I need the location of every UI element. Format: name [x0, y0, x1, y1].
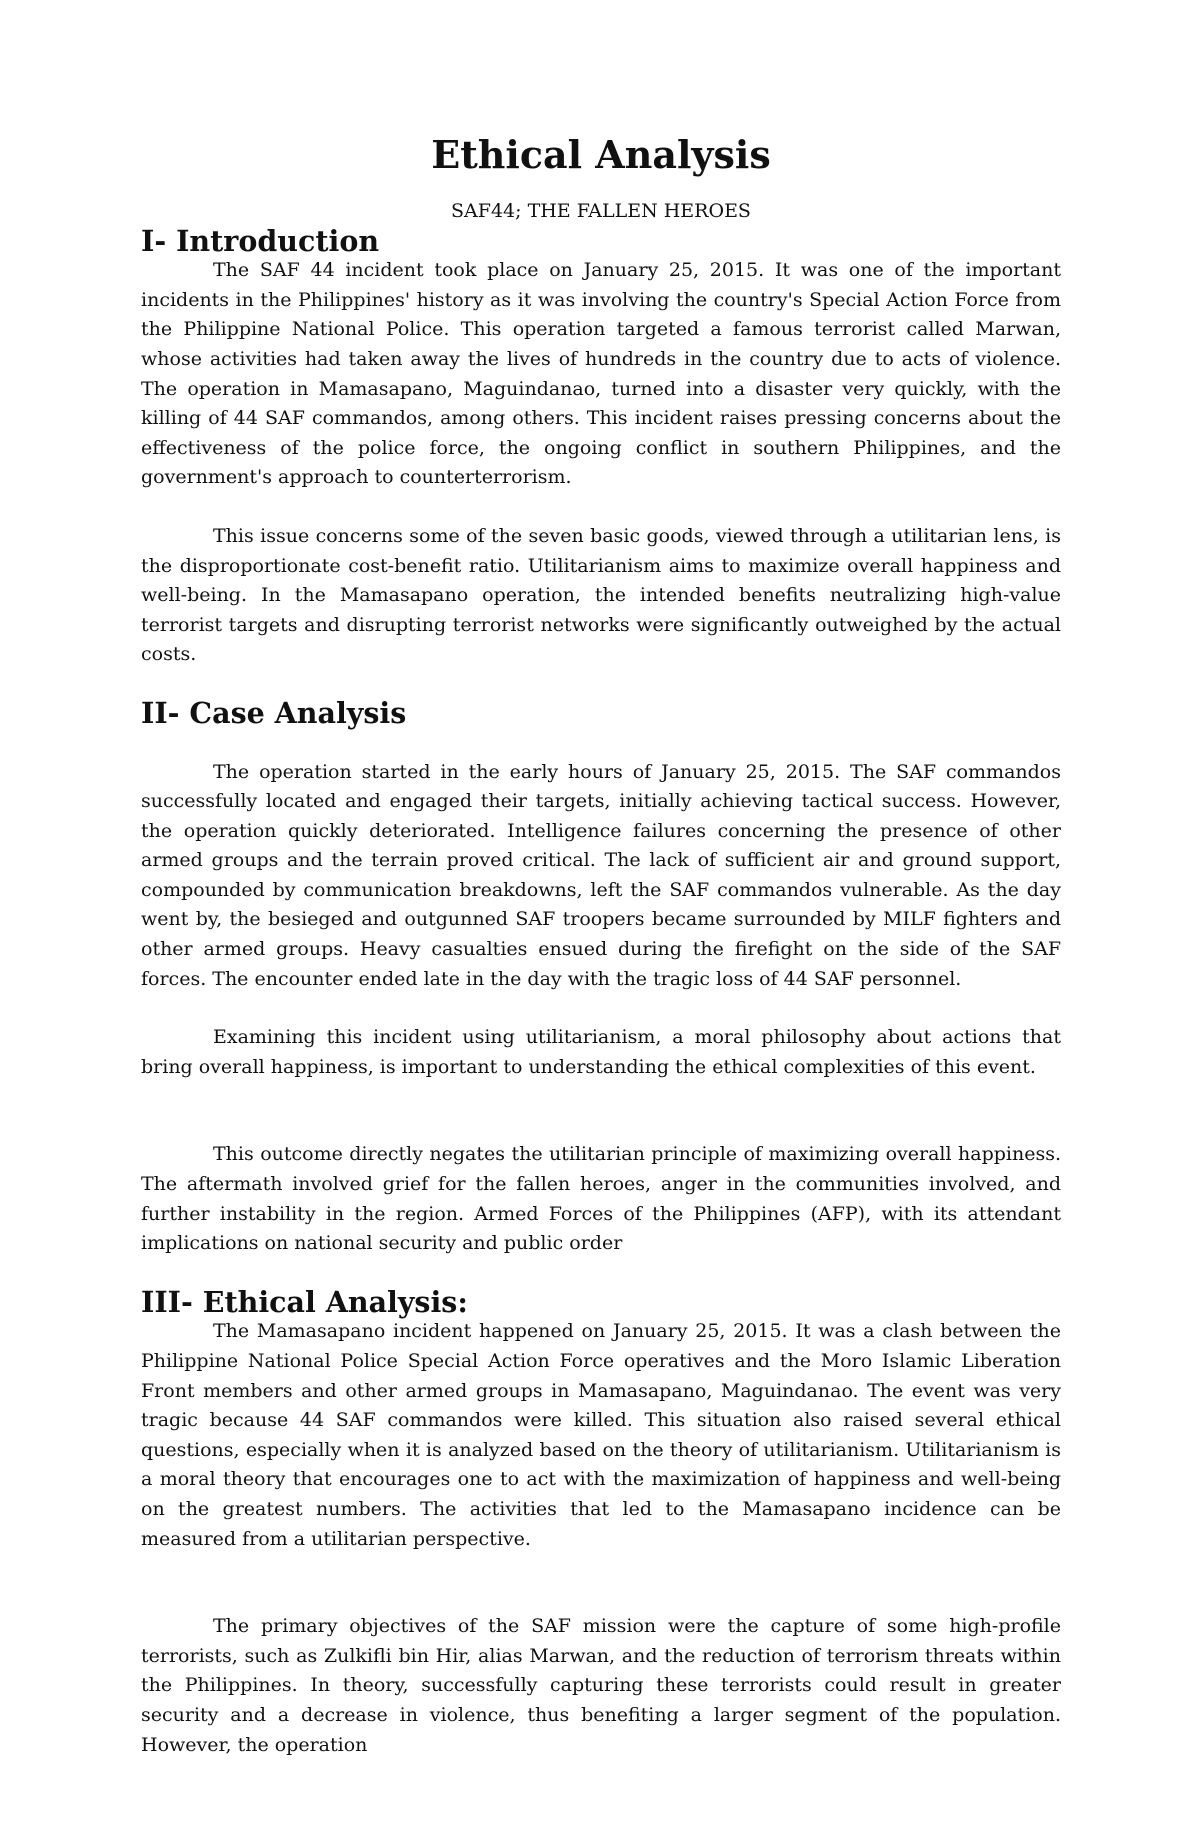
paragraph: This outcome directly negates the utilitarian principle of maximizing overall happiness. The aftermath involved grief for the fallen heroes, anger in the communities involved, and further instability in the region. Armed Forces of the Philippines (AFP), with its attendant implications on national security and public order	[141, 1143, 1061, 1255]
paragraph: The SAF 44 incident took place on January 25, 2015. It was one of the important incidents in the Philippines' history as it was involving the country's Special Action Force from the Philippine National Police. This operation targeted a famous terrorist called Marwan, whose activities had taken away the lives of hundreds in the country due to acts of violence. The operation in Mamasapano, Maguindanao, turned into a disaster very quickly, with the killing of 44 SAF commandos, among others. This incident raises pressing concerns about the effectiveness of the police force, the ongoing conflict in southern Philippines, and the government's approach to counterterrorism.	[141, 259, 1061, 489]
section-heading-introduction: I- Introduction	[141, 223, 380, 258]
paragraph-spacer	[141, 493, 1061, 522]
paragraph: The Mamasapano incident happened on January 25, 2015. It was a clash between the Philippine National Police Special Action Force operatives and the Moro Islamic Liberation Front members and other armed groups in Mamasapano, Maguindanao. The event was very tragic because 44 SAF commandos were killed. This situation also raised several ethical questions, especially when it is analyzed based on the theory of utilitarianism. Utilitarianism is a moral theory that encourages one to act with the maximization of happiness and well-being on the greatest numbers. The activities that led to the Mamasapano incidence can be measured from a utilitarian perspective.	[141, 1320, 1061, 1550]
section-heading-case-analysis: II- Case Analysis	[141, 695, 407, 730]
paragraph-spacer	[141, 729, 1061, 758]
paragraph-spacer	[141, 670, 1061, 699]
document-content	[141, 132, 1061, 1760]
paragraph: The primary objectives of the SAF mission were the capture of some high-profile terrorists, such as Zulkifli bin Hir, alias Marwan, and the reduction of terrorism threats within the Philippines. In theory, successfully capturing these terrorists could result in greater security and a decrease in violence, thus benefiting a larger segment of the population. However, the operation	[141, 1615, 1061, 1756]
section-heading-ethical-analysis: III- Ethical Analysis:	[141, 1284, 468, 1319]
paragraph-spacer	[141, 1554, 1061, 1612]
paragraph: The operation started in the early hours of January 25, 2015. The SAF commandos successfully located and engaged their targets, initially achieving tactical success. However, the operation quickly deteriorated. Intelligence failures concerning the presence of other armed groups and the terrain proved critical. The lack of sufficient air and ground support, compounded by communication breakdowns, left the SAF commandos vulnerable. As the day went by, the besieged and outgunned SAF troopers became surrounded by MILF fighters and other armed groups. Heavy casualties ensued during the firefight on the side of the SAF forces. The encounter ended late in the day with the tragic loss of 44 SAF personnel.	[141, 760, 1061, 990]
document-title: Ethical Analysis	[431, 132, 771, 177]
paragraph: Examining this incident using utilitarianism, a moral philosophy about actions that bring overall happiness, is important to understanding the ethical complexities of this event.	[141, 1026, 1061, 1078]
paragraph: This issue concerns some of the seven basic goods, viewed through a utilitarian lens, is the disproportionate cost-benefit ratio. Utilitarianism aims to maximize overall happiness and well-being. In the Mamasapano operation, the intended benefits neutralizing high-value terrorist targets and disrupting terrorist networks were significantly outweighed by the actual costs.	[141, 524, 1061, 666]
paragraph-spacer	[141, 1082, 1061, 1140]
paragraph-spacer	[141, 1259, 1061, 1288]
paragraph-spacer	[141, 994, 1061, 1023]
document-subtitle: SAF44; THE FALLEN HEROES	[451, 200, 751, 222]
